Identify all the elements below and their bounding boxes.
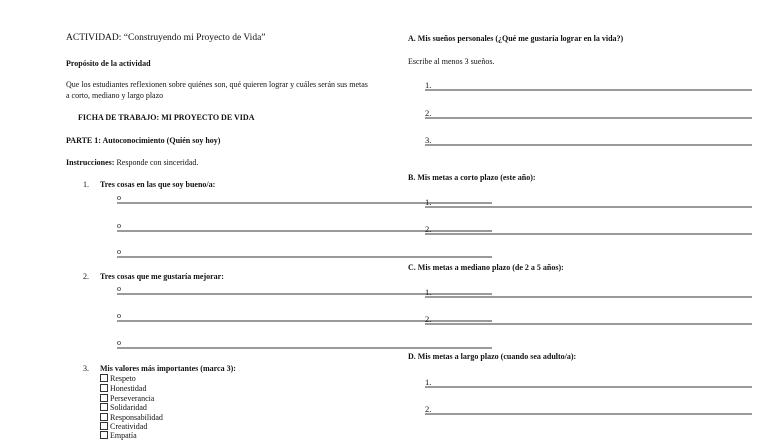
value-checkbox-honestidad[interactable] [100, 384, 146, 393]
part1-heading: PARTE 1: Autoconocimiento (Quién soy hoy) [66, 136, 221, 145]
checkbox-icon[interactable] [100, 384, 108, 392]
answer-line[interactable] [117, 347, 492, 349]
item-number: 2. [425, 108, 432, 118]
item-number: 1. [425, 197, 432, 207]
value-label: Empatía [110, 431, 137, 440]
question-2-label: Tres cosas que me gustaría mejorar: [100, 272, 224, 281]
checkbox-icon[interactable] [100, 422, 108, 430]
section-a-heading: A. Mis sueños personales (¿Qué me gustaría lograr en la vida?) [408, 34, 624, 43]
value-checkbox-perseverancia[interactable] [100, 394, 154, 403]
checkbox-icon[interactable] [100, 394, 108, 402]
answer-line[interactable] [425, 144, 752, 146]
answer-line[interactable] [117, 256, 492, 258]
checkbox-icon[interactable] [100, 413, 108, 421]
instructions-text: Responde con sinceridad. [114, 158, 199, 167]
value-checkbox-solidaridad[interactable] [100, 403, 147, 412]
answer-line[interactable] [117, 293, 492, 295]
answer-line[interactable] [425, 206, 752, 208]
question-1-number: 1. [83, 180, 89, 189]
bullet-circle: o [117, 247, 121, 256]
value-checkbox-responsabilidad[interactable] [100, 413, 163, 422]
bullet-circle: o [117, 193, 121, 202]
answer-line[interactable] [425, 413, 752, 415]
purpose-text: Que los estudiantes reflexionen sobre quiénes son, qué quieren lograr y cuáles serán sus metas a corto, mediano y largo plazo [66, 80, 368, 100]
question-2-number: 2. [83, 272, 89, 281]
answer-line[interactable] [425, 386, 752, 388]
worksheet-title: FICHA DE TRABAJO: MI PROYECTO DE VIDA [78, 113, 255, 122]
value-label: Solidaridad [110, 403, 147, 412]
question-1-label: Tres cosas en las que soy bueno/a: [100, 180, 216, 189]
activity-title: ACTIVIDAD: “Construyendo mi Proyecto de Vida” [66, 33, 266, 43]
question-3-number: 3. [83, 364, 89, 373]
item-number: 1. [425, 377, 432, 387]
answer-line[interactable] [425, 233, 752, 235]
value-label: Perseverancia [110, 394, 155, 403]
answer-line[interactable] [425, 323, 752, 325]
value-checkbox-respeto[interactable] [100, 374, 136, 383]
item-number: 2. [425, 314, 432, 324]
checkbox-icon[interactable] [100, 374, 108, 382]
checkbox-icon[interactable] [100, 431, 108, 439]
value-label: Responsabilidad [110, 413, 163, 422]
value-checkbox-creatividad[interactable] [100, 422, 147, 431]
purpose-heading: Propósito de la actividad [66, 59, 151, 68]
item-number: 1. [425, 80, 432, 90]
value-label: Respeto [110, 374, 136, 383]
bullet-circle: o [117, 311, 121, 320]
bullet-circle: o [117, 338, 121, 347]
item-number: 2. [425, 224, 432, 234]
item-number: 1. [425, 287, 432, 297]
section-a-subtext: Escribe al menos 3 sueños. [408, 57, 495, 66]
instructions [66, 158, 198, 167]
bullet-circle: o [117, 284, 121, 293]
value-checkbox-empatia[interactable] [100, 431, 137, 440]
answer-line[interactable] [117, 320, 492, 322]
answer-line[interactable] [117, 230, 492, 232]
section-d-heading: D. Mis metas a largo plazo (cuando sea adulto/a): [408, 352, 577, 361]
value-label: Honestidad [110, 384, 147, 393]
instructions-label: Instrucciones: [66, 158, 115, 167]
question-3-label: Mis valores más importantes (marca 3): [100, 364, 236, 373]
answer-line[interactable] [425, 89, 752, 91]
answer-line[interactable] [117, 202, 492, 204]
bullet-circle: o [117, 221, 121, 230]
item-number: 2. [425, 404, 432, 414]
section-b-heading: B. Mis metas a corto plazo (este año): [408, 173, 536, 182]
item-number: 3. [425, 135, 432, 145]
answer-line[interactable] [425, 117, 752, 119]
value-label: Creatividad [110, 422, 148, 431]
checkbox-icon[interactable] [100, 403, 108, 411]
section-c-heading: C. Mis metas a mediano plazo (de 2 a 5 años): [408, 263, 564, 272]
answer-line[interactable] [425, 296, 752, 298]
